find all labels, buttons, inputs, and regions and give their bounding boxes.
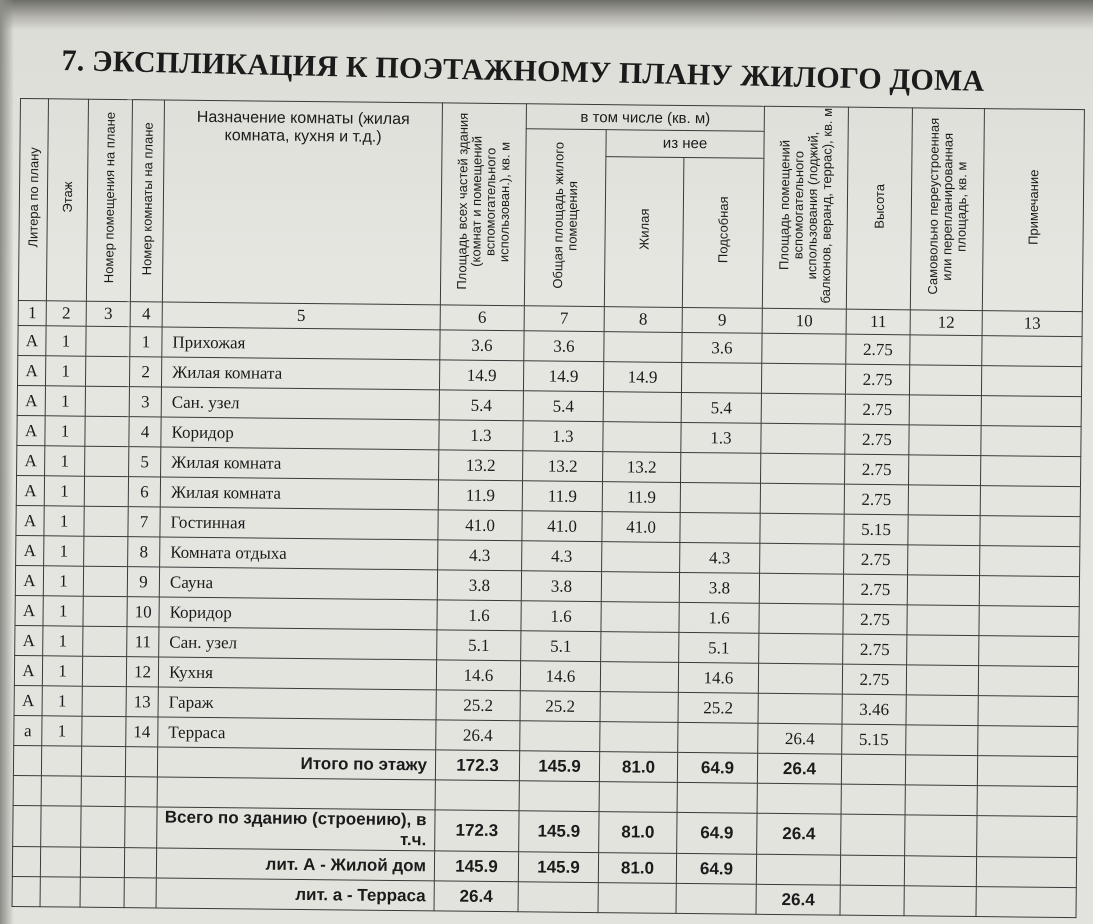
cell-empty [81,746,125,776]
cell-empty [41,776,81,806]
cell-unauthorized [906,695,978,726]
summary-aux-use-area: 26.4 [756,884,840,915]
cell-aux-use-area [759,633,843,664]
cell-living-area [603,422,681,453]
cell-aux-use-area: 26.4 [758,723,842,754]
cell-litera: А [17,415,45,445]
summary-general-area [518,882,598,913]
summary-total-area: 172.3 [435,750,519,781]
cell-room-name: Прихожая [162,327,440,360]
cell-empty [124,878,156,908]
cell-litera: А [15,625,43,655]
cell-floor: 1 [45,416,85,446]
cell-empty [976,887,1076,918]
cell-empty [12,846,40,876]
summary-aux-area: 64.9 [676,853,756,884]
cell-litera: А [14,685,42,715]
cell-room-name: Терраса [158,717,436,750]
col-number: 9 [682,307,762,333]
summary-general-area: 145.9 [518,852,598,883]
summary-total-area: 26.4 [434,881,518,912]
cell-premises-no [83,566,127,596]
header-living: Жилая [604,156,684,307]
cell-general-area: 3.6 [524,331,604,362]
cell-general-area: 3.8 [521,571,601,602]
col-number: 11 [846,309,910,335]
cell-height: 2.75 [844,544,908,575]
col-number: 13 [982,311,1082,337]
cell-note [981,396,1081,427]
cell-living-area [601,602,679,633]
cell-floor: 1 [46,326,86,356]
cell-premises-no [82,686,126,716]
summary-aux-use-area: 26.4 [757,813,841,855]
cell-empty [125,807,157,848]
cell-note [981,426,1081,457]
summary-label [157,777,435,810]
cell-aux-area [681,452,761,483]
cell-litera: А [16,505,44,535]
cell-aux-area: 4.3 [680,542,760,573]
cell-empty [976,857,1076,888]
cell-room-no: 6 [128,477,160,507]
cell-total-area: 26.4 [436,720,520,751]
cell-empty [125,777,157,807]
summary-general-area: 145.9 [519,751,599,782]
cell-empty [40,847,80,877]
cell-empty [841,784,905,815]
header-room-no: Номер комнаты на плане [130,100,164,302]
cell-aux-use-area [759,603,843,634]
cell-general-area: 11.9 [522,481,602,512]
summary-general-area: 145.9 [519,811,599,853]
cell-unauthorized [907,635,979,666]
cell-room-no: 4 [129,417,161,447]
cell-litera: А [14,655,42,685]
summary-total-area: 145.9 [434,851,518,882]
col-number: 10 [762,308,846,334]
cell-general-area: 1.3 [523,421,603,452]
cell-floor: 1 [42,716,82,746]
cell-total-area: 3.8 [437,570,521,601]
summary-general-area [519,781,599,812]
cell-room-name: Жилая комната [161,447,439,480]
header-total-area: Площадь всех частей здания (комнат и помещений вспомогательного использован.), кв. м [440,103,526,306]
summary-aux-area [677,782,757,813]
cell-premises-no [84,506,128,536]
cell-room-no: 5 [129,447,161,477]
cell-unauthorized [908,485,980,516]
cell-total-area: 14.6 [436,660,520,691]
cell-empty [125,747,157,777]
cell-empty [904,886,976,917]
cell-height: 2.75 [845,454,909,485]
cell-general-area: 14.6 [520,661,600,692]
cell-room-no: 13 [126,687,158,717]
cell-living-area: 13.2 [603,452,681,483]
summary-total-area: 172.3 [435,810,519,852]
cell-room-no: 9 [127,567,159,597]
col-number: 2 [46,301,86,326]
cell-litera: А [15,565,43,595]
cell-total-area: 1.6 [437,600,521,631]
summary-aux-use-area: 26.4 [757,753,841,784]
cell-general-area: 25.2 [520,691,600,722]
summary-total-area [435,780,519,811]
cell-unauthorized [906,725,978,756]
cell-empty [977,756,1077,787]
header-purpose: Назначение комнаты (жилая комната, кухня и т.д.) [162,100,442,305]
summary-living-area: 81.0 [599,752,677,783]
col-number: 6 [440,305,524,331]
cell-room-name: Гараж [158,687,436,720]
cell-premises-no [86,326,130,356]
cell-aux-use-area [761,363,845,394]
cell-total-area: 13.2 [439,450,523,481]
cell-total-area: 3.6 [440,330,524,361]
header-unauthorized: Самовольно переустроенная или перепланированная площадь, кв. м [910,108,984,311]
cell-premises-no [83,596,127,626]
cell-note [982,336,1082,367]
summary-aux-area [676,883,756,914]
cell-room-name: Комната отдыха [160,537,438,570]
cell-unauthorized [908,515,980,546]
cell-premises-no [82,716,126,746]
cell-aux-area: 1.3 [681,422,761,453]
cell-floor: 1 [45,446,85,476]
cell-unauthorized [907,575,979,606]
cell-empty [12,876,40,906]
cell-aux-area: 3.8 [679,572,759,603]
cell-living-area [600,692,678,723]
summary-living-area: 81.0 [599,812,677,854]
cell-height: 2.75 [843,634,907,665]
cell-empty [840,855,904,886]
cell-empty [841,814,905,856]
cell-room-no: 1 [130,327,162,357]
cell-note [981,456,1081,487]
cell-height: 2.75 [846,334,910,365]
cell-total-area: 11.9 [438,480,522,511]
cell-litera: А [18,325,46,355]
cell-unauthorized [906,665,978,696]
cell-empty [841,754,905,785]
cell-premises-no [85,356,129,386]
cell-empty [977,786,1077,817]
cell-litera: А [17,385,45,415]
cell-height: 2.75 [843,574,907,605]
cell-note [978,726,1078,757]
summary-label: лит. А - Жилой дом [156,848,434,881]
cell-empty [41,746,81,776]
cell-premises-no [85,416,129,446]
cell-room-name: Сан. узел [159,627,437,660]
cell-empty [13,745,41,775]
cell-total-area: 5.1 [437,630,521,661]
document-title: 7. ЭКСПЛИКАЦИЯ К ПОЭТАЖНОМУ ПЛАНУ ЖИЛОГО ДОМА [61,44,985,98]
cell-empty [80,847,124,877]
col-number: 12 [910,310,982,336]
cell-aux-use-area [760,483,844,514]
cell-premises-no [85,386,129,416]
cell-height: 2.75 [845,364,909,395]
cell-empty [80,877,124,907]
cell-room-name: Жилая комната [161,357,439,390]
cell-aux-use-area [761,423,845,454]
header-auxiliary: Подсобная [682,157,764,308]
cell-aux-area: 25.2 [678,692,758,723]
cell-living-area [604,332,682,363]
cell-unauthorized [907,605,979,636]
cell-litera: А [17,355,45,385]
summary-living-area: 81.0 [598,853,676,884]
cell-unauthorized [909,455,981,486]
cell-empty [905,755,977,786]
cell-litera: А [16,475,44,505]
header-of-which: из нее [606,130,764,158]
cell-unauthorized [909,425,981,456]
cell-aux-area [680,512,760,543]
cell-empty [905,785,977,816]
summary-label: Всего по зданию (строению), в т.ч. [157,807,435,851]
cell-litera: А [15,595,43,625]
cell-height: 2.75 [845,394,909,425]
page-shadow-top [0,0,1093,30]
summary-aux-use-area [757,783,841,814]
header-height: Высота [846,107,912,310]
cell-total-area: 14.9 [439,360,523,391]
cell-premises-no [85,446,129,476]
cell-total-area: 5.4 [439,390,523,421]
cell-aux-area: 5.4 [681,392,761,423]
cell-general-area: 1.6 [521,601,601,632]
cell-living-area: 14.9 [603,362,681,393]
col-number: 1 [18,300,46,325]
col-number: 8 [604,307,682,333]
cell-empty [977,816,1077,858]
header-note: Примечание [982,109,1084,312]
cell-note [979,636,1079,667]
cell-floor: 1 [42,656,82,686]
cell-general-area: 5.4 [523,391,603,422]
cell-empty [81,806,125,847]
header-floor: Этаж [46,99,88,301]
summary-living-area [598,883,676,914]
cell-height: 2.75 [842,664,906,695]
cell-living-area: 41.0 [602,512,680,543]
cell-aux-area: 14.6 [678,662,758,693]
cell-empty [840,885,904,916]
cell-living-area [601,632,679,663]
summary-living-area [599,782,677,813]
cell-general-area: 14.9 [523,361,603,392]
cell-aux-use-area [759,573,843,604]
cell-total-area: 1.3 [439,420,523,451]
cell-empty [905,815,977,857]
cell-aux-area: 3.6 [682,332,762,363]
cell-note [978,666,1078,697]
summary-aux-use-area [756,854,840,885]
cell-room-no: 11 [127,627,159,657]
cell-floor: 1 [44,536,84,566]
cell-total-area: 4.3 [438,540,522,571]
cell-living-area [603,392,681,423]
cell-note [980,546,1080,577]
header-general-area: Общая площадь жилого помещения [524,129,606,307]
cell-floor: 1 [44,506,84,536]
cell-floor: 1 [42,686,82,716]
cell-empty [81,776,125,806]
cell-room-no: 14 [126,717,158,747]
cell-unauthorized [908,545,980,576]
col-number: 3 [86,301,130,326]
cell-living-area [600,662,678,693]
col-number: 4 [130,302,162,327]
cell-note [980,486,1080,517]
cell-aux-area [678,722,758,753]
cell-living-area: 11.9 [602,482,680,513]
cell-height: 3.46 [842,694,906,725]
cell-note [979,606,1079,637]
cell-litera: А [16,535,44,565]
cell-premises-no [83,626,127,656]
cell-height: 5.15 [844,514,908,545]
cell-room-no: 10 [127,597,159,627]
cell-note [980,516,1080,547]
cell-total-area: 41.0 [438,510,522,541]
cell-room-name: Сан. узел [161,387,439,420]
col-number: 7 [524,306,604,332]
header-aux-use: Площадь помещений вспомогательного использования (лоджий, балконов, веранд, террас), кв. м [762,106,848,309]
cell-aux-use-area [760,543,844,574]
cell-living-area [601,572,679,603]
cell-floor: 1 [44,476,84,506]
cell-general-area: 41.0 [522,511,602,542]
cell-floor: 1 [45,356,85,386]
col-number: 5 [162,302,440,330]
cell-total-area: 25.2 [436,690,520,721]
cell-room-name: Жилая комната [160,477,438,510]
cell-aux-use-area [758,693,842,724]
cell-litera: А [17,445,45,475]
cell-note [981,366,1081,397]
cell-room-name: Кухня [158,657,436,690]
cell-room-name: Гостинная [160,507,438,540]
cell-general-area: 13.2 [523,451,603,482]
cell-living-area [600,722,678,753]
cell-aux-use-area [758,663,842,694]
cell-aux-use-area [762,333,846,364]
cell-litera: а [14,715,42,745]
explication-table [12,98,1085,918]
cell-floor: 1 [45,386,85,416]
cell-general-area [520,721,600,752]
cell-room-no: 3 [129,387,161,417]
cell-note [979,576,1079,607]
header-including: в том числе (кв. м) [526,104,764,131]
cell-room-name: Сауна [159,567,437,600]
cell-aux-area: 1.6 [679,602,759,633]
summary-label: Итого по этажу [157,747,435,780]
cell-height: 2.75 [845,424,909,455]
cell-unauthorized [909,395,981,426]
cell-aux-area [681,362,761,393]
cell-empty [904,856,976,887]
cell-room-no: 7 [128,507,160,537]
header-premises-no: Номер помещения на плане [86,99,132,301]
cell-room-no: 2 [129,357,161,387]
cell-empty [41,806,81,847]
cell-height: 5.15 [842,724,906,755]
cell-room-name: Коридор [159,597,437,630]
cell-empty [13,775,41,805]
cell-aux-use-area [760,513,844,544]
cell-empty [124,848,156,878]
cell-room-no: 8 [128,537,160,567]
cell-living-area [602,542,680,573]
cell-premises-no [84,536,128,566]
cell-aux-area [680,482,760,513]
cell-floor: 1 [43,566,83,596]
summary-aux-area: 64.9 [677,812,757,854]
cell-premises-no [84,476,128,506]
cell-height: 2.75 [843,604,907,635]
cell-height: 2.75 [844,484,908,515]
cell-room-no: 12 [126,657,158,687]
cell-unauthorized [910,335,982,366]
cell-premises-no [82,656,126,686]
cell-aux-use-area [761,453,845,484]
cell-empty [13,805,41,846]
cell-note [978,696,1078,727]
cell-aux-use-area [761,393,845,424]
cell-floor: 1 [43,596,83,626]
header-litera: Литера по плану [18,99,48,301]
cell-empty [40,877,80,907]
cell-general-area: 4.3 [522,541,602,572]
cell-aux-area: 5.1 [679,632,759,663]
summary-label: лит. а - Терраса [156,878,434,911]
cell-general-area: 5.1 [521,631,601,662]
cell-unauthorized [909,365,981,396]
summary-aux-area: 64.9 [677,752,757,783]
cell-room-name: Коридор [161,417,439,450]
cell-floor: 1 [43,626,83,656]
